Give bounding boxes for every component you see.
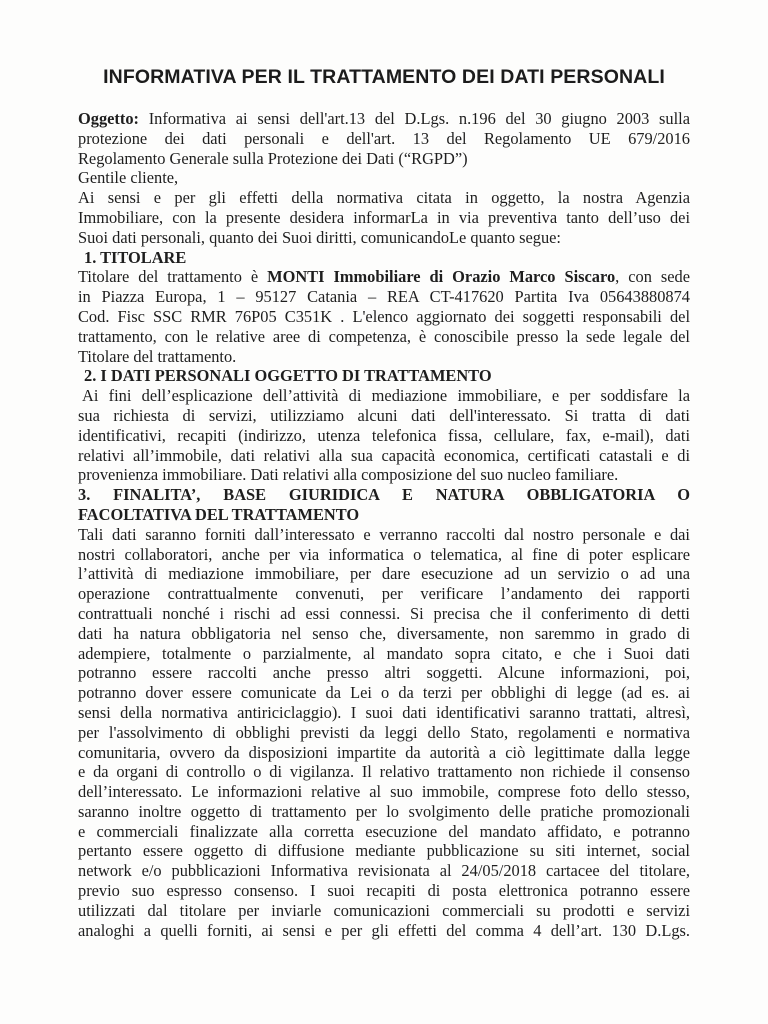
intro-line: Suoi dati personali, quanto dei Suoi diritti, comunicandoLe quanto segue: xyxy=(78,227,561,247)
paragraph-line: Tali dati saranno forniti dall’interessato e verranno raccolti dal nostro personale e dai xyxy=(78,524,690,544)
paragraph-line: provenienza immobiliare. Dati relativi alla composizione del suo nucleo familiare. xyxy=(78,465,619,485)
paragraph-line: nostri collaboratori, anche per via informatica o telematica, al fine di poter esplicare xyxy=(78,544,690,564)
greeting: Gentile cliente, xyxy=(78,168,179,188)
paragraph-line: dati ha natura obbligatoria nel senso che, diversamente, non saremmo in grado di xyxy=(78,623,690,643)
paragraph-line: previo suo espresso consenso. I suoi recapiti di posta elettronica potranno essere xyxy=(78,881,690,901)
paragraph-line: potranno dover essere comunicate da Lei o da terzi per obblighi di legge (ad es. ai xyxy=(78,683,690,703)
paragraph-line: network e/o pubblicazioni Informativa revisionata al 24/05/2018 cartacee del titolare, xyxy=(78,861,690,881)
section-heading: 1. TITOLARE xyxy=(84,247,187,267)
paragraph-line: sua richiesta di servizi, utilizziamo alcuni dati dell'interessato. Si tratta di dati xyxy=(78,405,690,425)
section-heading: FACOLTATIVA DEL TRATTAMENTO xyxy=(78,504,360,524)
oggetto-label: Oggetto: xyxy=(78,109,139,128)
paragraph-line: comunitaria, ovvero da disposizioni impartite da autorità a ciò legittimate dalla legge xyxy=(78,742,690,762)
paragraph-line: per l'assolvimento di obblighi previsti da leggi dello Stato, regolamenti e normativa xyxy=(78,722,690,742)
document-body xyxy=(78,109,690,940)
paragraph-line: utilizzati dal titolare per inviarle comunicazioni commerciali su prodotti e servizi xyxy=(78,900,690,920)
paragraph-line: operazione contrattualmente convenuti, per verificare l’andamento dei rapporti xyxy=(78,584,690,604)
paragraph-line: l’attività di mediazione immobiliare, per dare esecuzione ad un servizio o ad una xyxy=(78,564,690,584)
section-heading: 2. I DATI PERSONALI OGGETTO DI TRATTAMENTO xyxy=(84,366,492,386)
paragraph-line: potranno essere raccolti anche presso altri soggetti. Alcune informazioni, poi, xyxy=(78,663,690,683)
oggetto-line: Regolamento Generale sulla Protezione dei Dati (“RGPD”) xyxy=(78,148,468,168)
paragraph-line: analoghi a quelli forniti, ai sensi e per gli effetti del comma 4 dell’art. 130 D.Lgs. xyxy=(78,920,690,940)
section-heading: 3. FINALITA’, BASE GIURIDICA E NATURA OBBLIGATORIA O xyxy=(78,485,690,505)
paragraph-line: sensi della normativa antiriciclaggio). I suoi dati identificativi saranno trattati, altresì, xyxy=(78,702,690,722)
paragraph-line: saranno inoltre oggetto di trattamento per lo svolgimento delle pratiche promozionali xyxy=(78,801,690,821)
paragraph-line: pertanto essere oggetto di diffusione mediante pubblicazione su siti internet, social xyxy=(78,841,690,861)
document-title: INFORMATIVA PER IL TRATTAMENTO DEI DATI PERSONALI xyxy=(103,66,665,88)
oggetto-line xyxy=(78,109,690,129)
paragraph-line: adempiere, totalmente o parzialmente, al mandato sopra citato, e che i Suoi dati xyxy=(78,643,690,663)
paragraph-line: trattamento, con le relative aree di competenza, è conoscibile presso la sede legale del xyxy=(78,326,690,346)
oggetto-text: Informativa ai sensi dell'art.13 del D.Lgs. n.196 del 30 giugno 2003 sulla xyxy=(139,109,690,128)
paragraph-line: e da organi di controllo o di vigilanza. Il relativo trattamento non richiede il consenso xyxy=(78,762,690,782)
oggetto-line: protezione dei dati personali e dell'art. 13 del Regolamento UE 679/2016 xyxy=(78,128,690,148)
paragraph-line: Titolare del trattamento è MONTI Immobiliare di Orazio Marco Siscaro, con sede xyxy=(78,267,690,287)
paragraph-line: Ai fini dell’esplicazione dell’attività di mediazione immobiliare, e per soddisfare la xyxy=(82,386,690,406)
paragraph-line: dell’interessato. Le informazioni relative al suo immobile, comprese foto dello stesso, xyxy=(78,782,690,802)
paragraph-line: Cod. Fisc SSC RMR 76P05 C351K . L'elenco aggiornato dei soggetti responsabili del xyxy=(78,306,690,326)
paragraph-line: in Piazza Europa, 1 – 95127 Catania – REA CT-417620 Partita Iva 05643880874 xyxy=(78,287,690,307)
intro-line: Immobiliare, con la presente desidera informarLa in via preventiva tanto dell’uso dei xyxy=(78,207,690,227)
paragraph-line: relativi all’immobile, dati relativi alla sua capacità economica, certificati catastali e di xyxy=(78,445,690,465)
paragraph-line: Titolare del trattamento. xyxy=(78,346,237,366)
paragraph-line: identificativi, recapiti (indirizzo, utenza telefonica fissa, cellulare, fax, e-mail), dati xyxy=(78,425,690,445)
paragraph-line: contrattuali nonché i rischi ad essi connessi. Si precisa che il conferimento di detti xyxy=(78,603,690,623)
paragraph-line: e commerciali finalizzate alla corretta esecuzione del mandato affidato, e potranno xyxy=(78,821,690,841)
company-name: MONTI Immobiliare di Orazio Marco Siscaro xyxy=(267,267,616,287)
intro-line: Ai sensi e per gli effetti della normativa citata in oggetto, la nostra Agenzia xyxy=(78,188,690,208)
